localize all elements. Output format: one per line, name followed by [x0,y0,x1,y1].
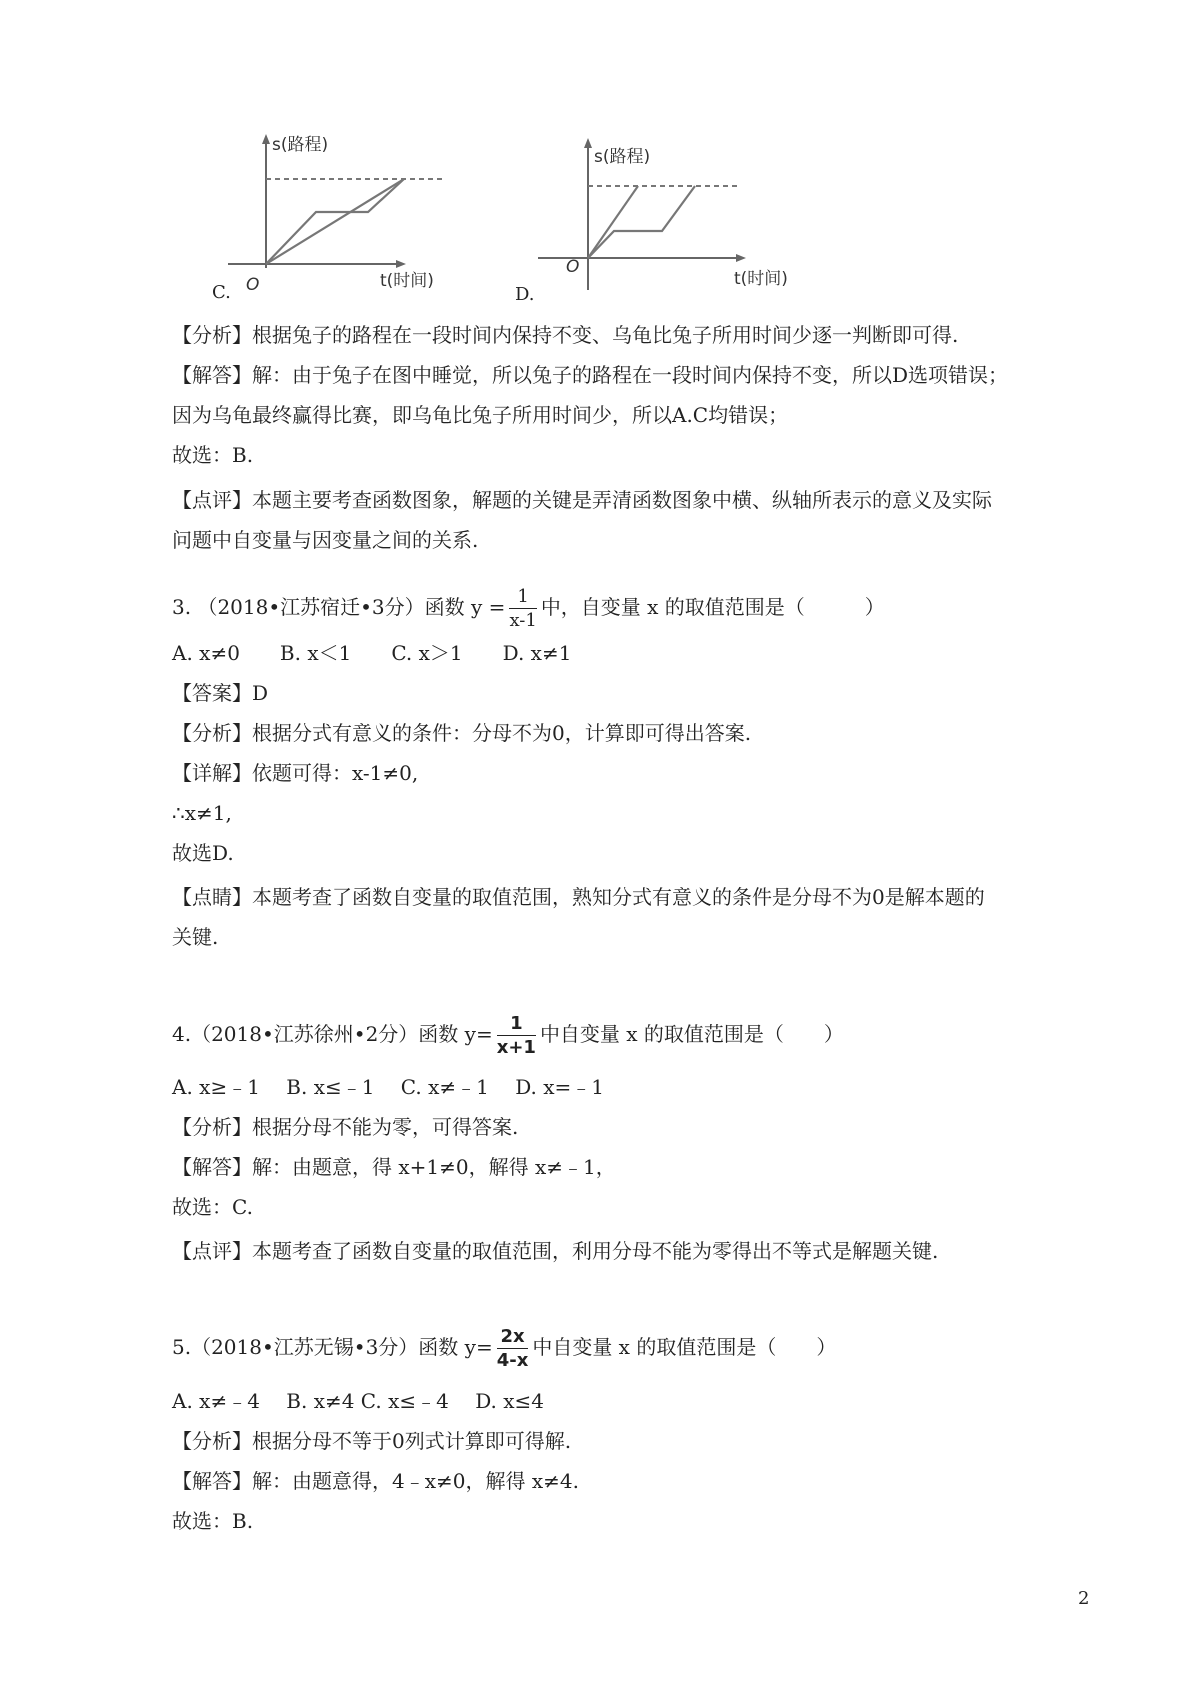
q4-comment: 【点评】本题考查了函数自变量的取值范围，利用分母不能为零得出不等式是解题关键. [172,1239,939,1263]
q3-frac-num: 1 [509,588,536,609]
q3-options: A. x≠0 B. x＜1 C. x＞1 D. x≠1 [172,641,572,665]
q3-stem-before: 3. （2018•江苏宿迁•3分）函数 y = [172,595,506,619]
q4-options: A. x≥﹣1 B. x≤﹣1 C. x≠﹣1 D. x=﹣1 [172,1075,605,1099]
q5-fraction [496,1325,529,1371]
q2-answer-line1: 【解答】解：由于兔子在图中睡觉，所以兔子的路程在一段时间内保持不变，所以D选项错误； [172,363,1009,387]
q4-choose: 故选：C. [172,1195,253,1219]
graph-d [538,132,808,302]
q4-stem-after: 中自变量 x 的取值范围是（ ） [539,1022,844,1046]
q3-fraction [509,585,537,631]
x-axis-label: t(时间) [734,269,788,289]
y-axis-label: s(路程) [272,135,329,155]
q3-stem-after: 中，自变量 x 的取值范围是（ ） [540,595,885,619]
option-c-label: C. [212,282,231,303]
q4-stem-before: 4.（2018•江苏徐州•2分）函数 y= [172,1022,493,1046]
q3-answer: 【答案】D [172,681,269,705]
q2-analysis: 【分析】根据兔子的路程在一段时间内保持不变、乌龟比兔子所用时间少逐一判断即可得. [172,323,959,347]
q5-stem [172,1318,836,1376]
q2-choose: 故选：B. [172,443,254,467]
q2-answer-line2: 因为乌龟最终赢得比赛，即乌龟比兔子所用时间少，所以A.C均错误； [172,403,789,427]
origin-label: O [566,257,580,277]
q2-comment-line2: 问题中自变量与因变量之间的关系. [172,528,479,552]
q5-frac-num: 2x [497,1328,529,1349]
q3-therefore: ∴x≠1, [172,801,232,825]
q5-stem-after: 中自变量 x 的取值范围是（ ） [532,1335,837,1359]
q4-answer: 【解答】解：由题意，得 x+1≠0，解得 x≠﹣1， [172,1155,616,1179]
q4-fraction [496,1012,536,1058]
q3-analysis: 【分析】根据分式有意义的条件：分母不为0，计算即可得出答案. [172,721,752,745]
q3-choose: 故选D. [172,841,234,865]
q3-detail: 【详解】依题可得：x-1≠0, [172,761,419,785]
page-number: 2 [1078,1588,1090,1609]
q4-frac-num: 1 [497,1015,536,1036]
q5-analysis: 【分析】根据分母不等于0列式计算即可得解. [172,1429,572,1453]
q3-point-line1: 【点睛】本题考查了函数自变量的取值范围，熟知分式有意义的条件是分母不为0是解本题的 [172,885,985,909]
q4-analysis: 【分析】根据分母不能为零，可得答案. [172,1115,519,1139]
q5-stem-before: 5.（2018•江苏无锡•3分）函数 y= [172,1335,493,1359]
q5-choose: 故选：B. [172,1509,254,1533]
q5-answer: 【解答】解：由题意得，4﹣x≠0，解得 x≠4. [172,1469,579,1493]
origin-label: O [246,275,260,295]
option-d-label: D. [515,284,535,305]
q3-frac-den: x-1 [509,609,537,631]
q5-options: A. x≠﹣4 B. x≠4 C. x≤﹣4 D. x≤4 [172,1389,545,1413]
q3-point-line2: 关键. [172,925,219,949]
x-axis-label: t(时间) [380,271,434,291]
q4-stem [172,1005,844,1063]
q4-frac-den: x+1 [496,1036,536,1058]
q3-stem [172,578,885,636]
q5-frac-den: 4-x [496,1349,529,1371]
q2-comment-line1: 【点评】本题主要考查函数图象，解题的关键是弄清函数图象中横、纵轴所表示的意义及实际 [172,488,992,512]
graph-c [228,128,468,298]
y-axis-label: s(路程) [594,147,651,167]
